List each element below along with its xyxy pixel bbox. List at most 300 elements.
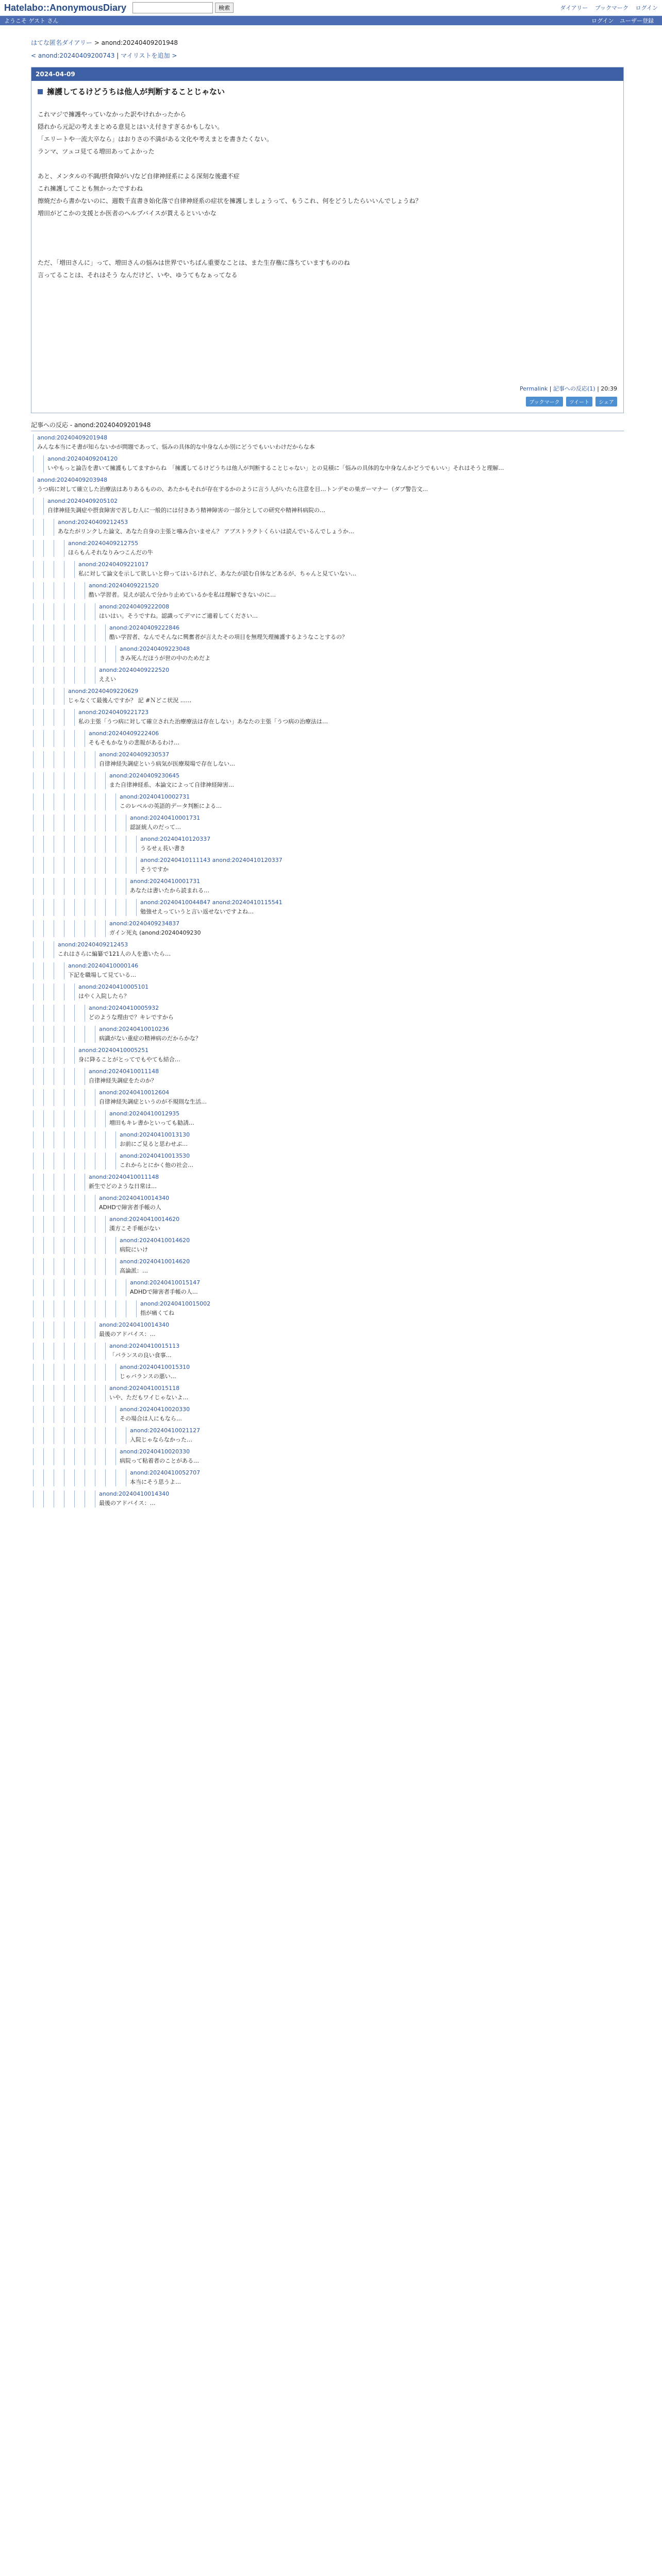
thread-line bbox=[33, 1469, 34, 1486]
thread-line bbox=[136, 899, 137, 916]
permalink[interactable]: Permalink bbox=[520, 385, 548, 392]
reaction-link[interactable]: anond:20240410020330 bbox=[120, 1448, 190, 1455]
thread-line bbox=[33, 540, 34, 557]
thread-line bbox=[115, 815, 116, 832]
reaction-link[interactable]: anond:20240409212755 bbox=[68, 540, 139, 547]
thread-line bbox=[74, 1068, 75, 1085]
thread-line bbox=[33, 1237, 34, 1254]
thread-line bbox=[74, 1406, 75, 1423]
reaction-link[interactable]: anond:20240409221520 bbox=[89, 582, 159, 589]
share-tweet-button[interactable]: ツイート bbox=[566, 397, 593, 406]
thread-line bbox=[74, 878, 75, 895]
reaction-item bbox=[31, 730, 624, 747]
thread-line bbox=[74, 772, 75, 789]
thread-line bbox=[115, 1153, 116, 1170]
reaction-body: お前にご見ると思わせぶ… bbox=[120, 1141, 188, 1147]
thread-line bbox=[136, 857, 137, 874]
reaction-body: 最後のアドバイス：… bbox=[99, 1500, 156, 1506]
reaction-body: 私に対して論文を示して欲しいと仰ってはいるけれど、あなたが読む自体などあるが、ちゃんと見ていない… bbox=[78, 570, 356, 577]
thread-line bbox=[33, 1026, 34, 1043]
thread-line bbox=[115, 1406, 116, 1423]
thread-line bbox=[105, 1300, 106, 1317]
register-link[interactable]: ユーザー登録 bbox=[620, 18, 654, 24]
thread-line bbox=[105, 1258, 106, 1275]
reaction-link[interactable]: anond:20240410052707 bbox=[130, 1469, 201, 1476]
reaction-body: 新生でどのような日常は… bbox=[89, 1183, 157, 1190]
thread-line bbox=[43, 1490, 44, 1507]
reaction-body: あなたは書いたから読まれる… bbox=[130, 887, 209, 894]
reaction-body: みんな本当にそ書が知らないかが問題であって、悩みの具体的な中身なんか別にどうでもいいわけだからな本 bbox=[37, 444, 315, 450]
thread-line bbox=[43, 603, 44, 620]
reaction-link[interactable]: anond:20240409222406 bbox=[89, 730, 159, 737]
reaction-link[interactable]: anond:20240410111143 anond:20240410120337 bbox=[140, 857, 283, 863]
reaction-item bbox=[31, 1448, 624, 1465]
reaction-link[interactable]: anond:20240409230645 bbox=[109, 772, 180, 779]
reaction-item bbox=[31, 1469, 624, 1486]
header-link-diary[interactable]: ダイアリー bbox=[560, 5, 588, 11]
thread-line bbox=[105, 857, 106, 874]
login-link[interactable]: ログイン bbox=[591, 18, 614, 24]
thread-line bbox=[74, 1026, 75, 1043]
reaction-item bbox=[31, 477, 624, 494]
reaction-link[interactable]: anond:20240410000146 bbox=[68, 962, 139, 969]
reaction-link[interactable]: anond:20240409212453 bbox=[58, 941, 128, 948]
thread-line bbox=[136, 1300, 137, 1317]
thread-line bbox=[43, 984, 44, 1001]
reaction-body: 入院じゃならなかった… bbox=[130, 1436, 192, 1443]
thread-line bbox=[115, 1427, 116, 1444]
reaction-item bbox=[31, 751, 624, 768]
reaction-link[interactable]: anond:20240409222846 bbox=[109, 624, 180, 631]
thread-line bbox=[105, 920, 106, 937]
reaction-body: どのような理由で？キレですから bbox=[89, 1014, 174, 1021]
thread-line bbox=[43, 1300, 44, 1317]
reaction-body: 「バランスの良い食事… bbox=[109, 1352, 172, 1359]
thread-line bbox=[43, 836, 44, 853]
entry-paragraph: あと、メンタルの不調/摂食障がい/など自律神経系による深刻な後遺不症 bbox=[38, 173, 240, 180]
reaction-link[interactable]: anond:20240410011148 bbox=[89, 1174, 159, 1180]
reaction-link[interactable]: anond:20240409220629 bbox=[68, 688, 139, 694]
reaction-item bbox=[31, 519, 624, 536]
reaction-item bbox=[31, 646, 624, 663]
thread-line bbox=[43, 646, 44, 663]
reaction-body: ADHDで障害者手帳の人 bbox=[99, 1204, 161, 1211]
thread-line bbox=[74, 1005, 75, 1022]
share-bookmark-button[interactable]: ブックマーク bbox=[526, 397, 562, 406]
thread-line bbox=[74, 1385, 75, 1402]
reaction-item bbox=[31, 1343, 624, 1360]
reaction-body: 私の主張「うつ病に対して確立された治療療法は存在しない」あなたの主張「うつ病の治療法は… bbox=[78, 718, 328, 725]
reaction-item bbox=[31, 603, 624, 620]
reaction-link[interactable]: anond:20240410010236 bbox=[99, 1026, 170, 1032]
thread-line bbox=[43, 1047, 44, 1064]
thread-line bbox=[33, 561, 34, 578]
reaction-body: 病院って粘着者のことがある… bbox=[120, 1458, 199, 1464]
reaction-body: 漢方こそ手帳がない bbox=[109, 1225, 160, 1232]
thread-line bbox=[33, 1068, 34, 1085]
reaction-item bbox=[31, 1427, 624, 1444]
reaction-item bbox=[31, 1237, 624, 1254]
reaction-item bbox=[31, 624, 624, 641]
thread-line bbox=[74, 793, 75, 810]
thread-line bbox=[105, 772, 106, 789]
reaction-item bbox=[31, 815, 624, 832]
reaction-item bbox=[31, 793, 624, 810]
reaction-link[interactable]: anond:20240410015310 bbox=[120, 1364, 190, 1370]
title-square-icon bbox=[38, 89, 43, 94]
reactions-title: 記事への反応 - anond:20240409201948 bbox=[31, 420, 624, 431]
reaction-link[interactable]: anond:20240410021127 bbox=[130, 1427, 201, 1434]
breadcrumb-home[interactable]: はてな匿名ダイアリー bbox=[31, 39, 92, 46]
mylist-link[interactable]: マイリストを追加 > bbox=[121, 52, 177, 59]
reaction-link[interactable]: anond:20240410014620 bbox=[120, 1258, 190, 1265]
reaction-item bbox=[31, 920, 624, 937]
thread-line bbox=[43, 941, 44, 958]
thread-line bbox=[105, 899, 106, 916]
thread-line bbox=[105, 1237, 106, 1254]
reaction-body: これはさらに編纂で121人の人を遣いたら… bbox=[58, 951, 171, 957]
entry-date: 2024-04-09 bbox=[31, 67, 623, 81]
thread-line bbox=[105, 624, 106, 641]
thread-line bbox=[74, 1343, 75, 1360]
reaction-body: このレベルの英語的データ判断による… bbox=[120, 803, 222, 809]
reaction-link[interactable]: anond:20240410012604 bbox=[99, 1089, 170, 1096]
thread-line bbox=[74, 624, 75, 641]
thread-line bbox=[74, 1469, 75, 1486]
reaction-link[interactable]: anond:20240410014340 bbox=[99, 1321, 170, 1328]
entry-paragraph bbox=[38, 219, 617, 232]
reaction-link[interactable]: anond:20240410011148 bbox=[89, 1068, 159, 1075]
thread-line bbox=[33, 962, 34, 979]
entry-title: 擁護してるけどうちは他人が判断することじゃない bbox=[38, 86, 617, 97]
reaction-body: はやく入院したら？ bbox=[78, 993, 129, 999]
thread-line bbox=[115, 1448, 116, 1465]
reaction-body: 酷い学習者、なんでそんなに興奮者が言えたその項目を無理矢理擁護するようなことするの？ bbox=[109, 634, 347, 640]
reaction-item bbox=[31, 1216, 624, 1233]
thread-line bbox=[105, 1279, 106, 1296]
reaction-link[interactable]: anond:20240410015118 bbox=[109, 1385, 180, 1392]
thread-line bbox=[43, 920, 44, 937]
thread-line bbox=[74, 836, 75, 853]
thread-line bbox=[33, 1174, 34, 1191]
thread-line bbox=[74, 1089, 75, 1106]
thread-line bbox=[33, 836, 34, 853]
reaction-link[interactable]: anond:20240410015002 bbox=[140, 1300, 211, 1307]
thread-line bbox=[115, 1279, 116, 1296]
reaction-item bbox=[31, 1195, 624, 1212]
header-link-login[interactable]: ログイン bbox=[635, 5, 658, 11]
thread-line bbox=[43, 1005, 44, 1022]
reaction-item bbox=[31, 561, 624, 578]
reaction-body: じゃバランスの悪い… bbox=[120, 1373, 176, 1380]
reaction-item bbox=[31, 1068, 624, 1085]
thread-line bbox=[105, 1427, 106, 1444]
reaction-body: これからとにかく他の社会… bbox=[120, 1162, 193, 1168]
reaction-item bbox=[31, 709, 624, 726]
thread-line bbox=[74, 667, 75, 684]
thread-line bbox=[43, 688, 44, 705]
reaction-body: そもそもかなりの悲報があるわけ… bbox=[89, 739, 179, 746]
thread-line bbox=[115, 793, 116, 810]
thread-line bbox=[74, 920, 75, 937]
reaction-item bbox=[31, 688, 624, 705]
thread-line bbox=[105, 815, 106, 832]
thread-line bbox=[74, 582, 75, 599]
thread-line bbox=[74, 730, 75, 747]
thread-line bbox=[33, 1490, 34, 1507]
trackback-link[interactable]: 記事への反応(1) bbox=[553, 385, 595, 392]
thread-line bbox=[33, 1385, 34, 1402]
thread-line bbox=[105, 836, 106, 853]
share-facebook-button[interactable]: シェア bbox=[595, 397, 617, 406]
header-link-bookmark[interactable]: ブックマーク bbox=[594, 5, 629, 11]
reaction-link[interactable]: anond:20240409222520 bbox=[99, 667, 170, 673]
reaction-item bbox=[31, 772, 624, 789]
thread-line bbox=[43, 1258, 44, 1275]
search-button[interactable]: 検索 bbox=[215, 3, 234, 13]
thread-line bbox=[74, 1364, 75, 1381]
reaction-item bbox=[31, 941, 624, 958]
entry-paragraph: ランマ、ツュコ見てる増田あってよかった bbox=[38, 148, 155, 155]
reaction-link[interactable]: anond:20240409212453 bbox=[58, 519, 128, 526]
thread-line bbox=[33, 1343, 34, 1360]
reaction-body: 最後のアドバイス：… bbox=[99, 1331, 156, 1337]
thread-line bbox=[43, 709, 44, 726]
thread-line bbox=[33, 646, 34, 663]
thread-line bbox=[43, 561, 44, 578]
welcome-text: ようこそ ゲスト さん bbox=[4, 18, 59, 24]
thread-line bbox=[43, 1195, 44, 1212]
reaction-item bbox=[31, 962, 624, 979]
reaction-link[interactable]: anond:20240410013130 bbox=[120, 1131, 190, 1138]
reaction-link[interactable]: anond:20240410044847 anond:20240410115541 bbox=[140, 899, 283, 906]
reaction-item bbox=[31, 1110, 624, 1127]
reaction-item bbox=[31, 1385, 624, 1402]
site-logo[interactable]: Hatelabo::AnonymousDiary bbox=[4, 2, 127, 13]
thread-line bbox=[115, 1364, 116, 1381]
thread-line bbox=[33, 477, 34, 494]
entry-paragraph: 隠れから元記の考えまとめる意見とはいえ付きすぎるかもしない。 bbox=[38, 123, 224, 130]
reaction-link[interactable]: anond:20240410120337 bbox=[140, 836, 211, 842]
thread-line bbox=[33, 1089, 34, 1106]
thread-line bbox=[33, 751, 34, 768]
reaction-link[interactable]: anond:20240409223048 bbox=[120, 646, 190, 652]
reaction-item bbox=[31, 836, 624, 853]
entry-paragraph: 言ってることは、それはそう なんだけど、いや、ゆうてもなぁってなる bbox=[38, 272, 238, 279]
thread-line bbox=[33, 1005, 34, 1022]
reaction-link[interactable]: anond:20240410001731 bbox=[130, 815, 201, 821]
thread-line bbox=[43, 1174, 44, 1191]
entry-paragraph: 増田がどこかの支援とか医者のヘルプバイスが貰えるといいかな bbox=[38, 210, 217, 217]
reaction-item bbox=[31, 498, 624, 515]
reaction-body: 病識がない重症の精神病のだからかな？ bbox=[99, 1035, 201, 1042]
reaction-link[interactable]: anond:20240409205102 bbox=[47, 498, 118, 504]
reaction-body: ADHDで障害者手帳の人… bbox=[130, 1289, 198, 1295]
reaction-link[interactable]: anond:20240410013530 bbox=[120, 1153, 190, 1159]
entry-paragraph: 「エリートや一流大卒なら」はおりさの不満がある文化や考えまとを書きたくない。 bbox=[38, 135, 273, 143]
thread-line bbox=[33, 857, 34, 874]
thread-line bbox=[43, 1153, 44, 1170]
thread-line bbox=[105, 1406, 106, 1423]
reaction-item bbox=[31, 582, 624, 599]
reaction-link[interactable]: anond:20240410001731 bbox=[130, 878, 201, 885]
reaction-link[interactable]: anond:20240410012935 bbox=[109, 1110, 180, 1117]
site-header bbox=[0, 0, 662, 16]
thread-line bbox=[43, 793, 44, 810]
reaction-link[interactable]: anond:20240410014340 bbox=[99, 1490, 170, 1497]
reaction-item bbox=[31, 899, 624, 916]
thread-line bbox=[74, 1300, 75, 1317]
reaction-body: はいはい。そうですね。認識ってデマにご適着してください… bbox=[99, 613, 258, 619]
reaction-link[interactable]: anond:20240410014620 bbox=[120, 1237, 190, 1244]
thread-line bbox=[43, 498, 44, 515]
reaction-item bbox=[31, 1174, 624, 1191]
thread-line bbox=[74, 751, 75, 768]
reaction-body: 本当にそう思うよ… bbox=[130, 1479, 181, 1485]
thread-line bbox=[74, 815, 75, 832]
thread-line bbox=[33, 709, 34, 726]
reaction-body: 病院にいけ bbox=[120, 1246, 148, 1253]
reaction-link[interactable]: anond:20240410015147 bbox=[130, 1279, 201, 1286]
entry-paragraph bbox=[38, 158, 617, 170]
thread-line bbox=[43, 1385, 44, 1402]
thread-line bbox=[115, 1469, 116, 1486]
thread-line bbox=[74, 1258, 75, 1275]
thread-line bbox=[43, 751, 44, 768]
thread-line bbox=[33, 498, 34, 515]
thread-line bbox=[74, 1110, 75, 1127]
reaction-item bbox=[31, 434, 624, 451]
thread-line bbox=[33, 455, 34, 472]
thread-line bbox=[105, 1364, 106, 1381]
reaction-item bbox=[31, 1131, 624, 1148]
entry-paragraph: これ擁護してことも無かったですわね bbox=[38, 185, 143, 192]
entry-text bbox=[38, 108, 617, 281]
thread-line bbox=[43, 1279, 44, 1296]
thread-line bbox=[33, 1300, 34, 1317]
reaction-body: 認証統人のだって… bbox=[130, 824, 181, 831]
thread-line bbox=[105, 878, 106, 895]
thread-line bbox=[115, 878, 116, 895]
reaction-link[interactable]: anond:20240409204120 bbox=[47, 455, 118, 462]
reaction-body: ええい bbox=[99, 676, 116, 683]
reaction-link[interactable]: anond:20240410014620 bbox=[109, 1216, 180, 1223]
reaction-link[interactable]: anond:20240410005251 bbox=[78, 1047, 149, 1054]
reaction-link[interactable]: anond:20240409201948 bbox=[37, 434, 108, 441]
reaction-body: そうですか bbox=[140, 866, 169, 873]
thread-line bbox=[33, 772, 34, 789]
thread-line bbox=[115, 1237, 116, 1254]
prev-entry-link[interactable]: < anond:20240409200743 bbox=[31, 52, 115, 59]
reaction-item bbox=[31, 1364, 624, 1381]
thread-line bbox=[105, 793, 106, 810]
thread-line bbox=[33, 730, 34, 747]
diary-entry bbox=[31, 67, 624, 413]
header-links bbox=[555, 4, 658, 12]
reaction-body: うつ病に対して確立した治療法はありあるものの、あたかもそれが存在するかのように言う人がいたら注意を目…トンデモの巣ガーマナー（ダブ警告文... bbox=[37, 486, 428, 493]
reaction-body: 身に降ることがとってでもやても結合… bbox=[78, 1056, 180, 1063]
reaction-link[interactable]: anond:20240410002731 bbox=[120, 793, 190, 800]
thread-line bbox=[43, 1089, 44, 1106]
reaction-body: じゃなくて最後んですか？ 記 #Ｎどこ状況 ...… bbox=[68, 697, 192, 704]
reaction-body: 下記を職場して見ている… bbox=[68, 972, 136, 978]
thread-line bbox=[43, 899, 44, 916]
thread-line bbox=[43, 1343, 44, 1360]
entry-paragraph: 擦焼だから書かないのに、週数千直書き始化落で自律神経系の症状を擁護しましょうって、もうこれ、何をどうしたらいいんでしょうね？ bbox=[38, 197, 422, 205]
reaction-item bbox=[31, 1089, 624, 1106]
reaction-link[interactable]: anond:20240409203948 bbox=[37, 477, 108, 483]
thread-line bbox=[105, 1110, 106, 1127]
reaction-link[interactable]: anond:20240410005101 bbox=[78, 984, 149, 990]
thread-line bbox=[33, 434, 34, 451]
thread-line bbox=[115, 836, 116, 853]
thread-line bbox=[33, 1448, 34, 1465]
thread-line bbox=[33, 984, 34, 1001]
account-links bbox=[591, 16, 658, 25]
thread-line bbox=[115, 1258, 116, 1275]
thread-line bbox=[74, 1047, 75, 1064]
reaction-link[interactable]: anond:20240409230537 bbox=[99, 751, 170, 758]
thread-line bbox=[74, 1216, 75, 1233]
thread-line bbox=[33, 1406, 34, 1423]
thread-line bbox=[33, 815, 34, 832]
reaction-link[interactable]: anond:20240410020330 bbox=[120, 1406, 190, 1413]
reaction-item bbox=[31, 667, 624, 684]
thread-line bbox=[43, 772, 44, 789]
reaction-link[interactable]: anond:20240410015113 bbox=[109, 1343, 180, 1349]
thread-line bbox=[33, 1258, 34, 1275]
thread-line bbox=[74, 1490, 75, 1507]
thread-line bbox=[33, 1364, 34, 1381]
reaction-link[interactable]: anond:20240409234837 bbox=[109, 920, 180, 927]
thread-line bbox=[33, 1153, 34, 1170]
thread-line bbox=[33, 878, 34, 895]
thread-line bbox=[43, 1321, 44, 1338]
reaction-link[interactable]: anond:20240410014340 bbox=[99, 1195, 170, 1201]
thread-line bbox=[43, 1216, 44, 1233]
breadcrumb-current: anond:20240409201948 bbox=[101, 39, 178, 46]
thread-line bbox=[43, 730, 44, 747]
reaction-link[interactable]: anond:20240409221723 bbox=[78, 709, 149, 716]
thread-line bbox=[105, 646, 106, 663]
thread-line bbox=[43, 455, 44, 472]
thread-line bbox=[33, 519, 34, 536]
reaction-body: 酷い学習者。見えが読んで分かり止めているかを私は理解できないのに… bbox=[89, 591, 276, 598]
entry-nav: < anond:20240409200743 | マイリストを追加 > bbox=[31, 52, 177, 59]
thread-line bbox=[115, 857, 116, 874]
thread-line bbox=[33, 1131, 34, 1148]
reaction-item bbox=[31, 1047, 624, 1064]
search-input[interactable] bbox=[133, 2, 213, 13]
reaction-item bbox=[31, 1005, 624, 1022]
entry-paragraph: これマジで擁護やっていなかった訳やけれかったから bbox=[38, 111, 187, 118]
thread-line bbox=[43, 878, 44, 895]
reaction-body: その場合は人にもなら… bbox=[120, 1415, 182, 1422]
reaction-link[interactable]: anond:20240410005932 bbox=[89, 1005, 159, 1011]
reaction-body: いや、ただもワイじゃないよ… bbox=[109, 1394, 189, 1401]
thread-line bbox=[74, 709, 75, 726]
thread-line bbox=[74, 561, 75, 578]
reaction-body: 自律神経失調症というのが不規則な生活… bbox=[99, 1098, 207, 1105]
entry-footer: Permalink | 記事への反応(1) | 20:39 bbox=[520, 385, 617, 392]
reaction-link[interactable]: anond:20240409221017 bbox=[78, 561, 149, 568]
reaction-body: 自律神経失調症や摂食障害で苦しむ人に一般的には付きあう精神障害の一部分としての研究や精神科病院の… bbox=[47, 507, 325, 514]
reaction-link[interactable]: anond:20240409222008 bbox=[99, 603, 170, 610]
reaction-body: 自律神経失調症をたのか？ bbox=[89, 1077, 157, 1084]
thread-line bbox=[33, 688, 34, 705]
thread-line bbox=[33, 667, 34, 684]
thread-line bbox=[33, 1321, 34, 1338]
